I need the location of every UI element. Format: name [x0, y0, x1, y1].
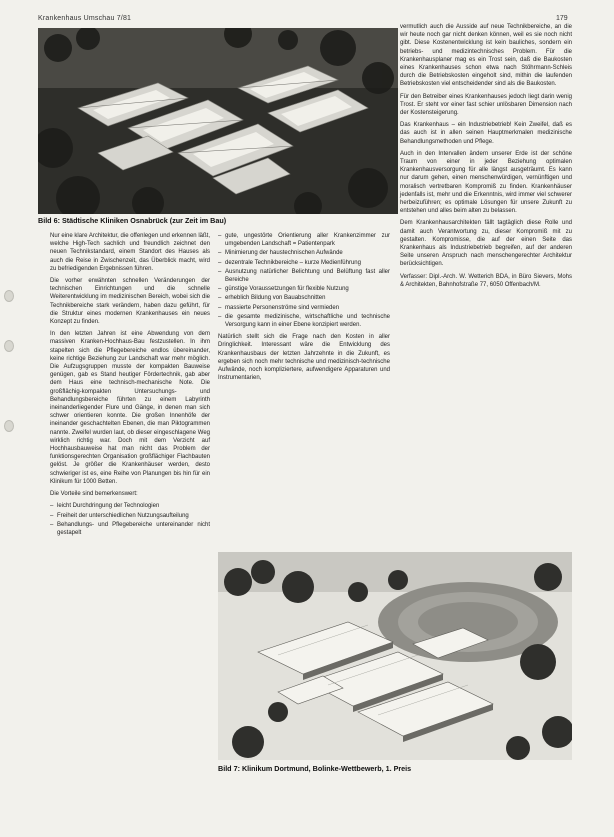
col2-advantages-list [218, 232, 390, 329]
col2-paragraph-1: Natürlich stellt sich die Frage nach den Kosten in aller Dringlichkeit. Interessant wäre die Entwicklung des Krankenhausbaus der letzten Jahrzehnte in die Zukunft, es ergeben sich noch mehr technische und medizinisch-technische Aufwände, noch kompliziertere, aufwendigere Apparaturen und Instrumentarien, [218, 334, 390, 382]
figure-6-photo [38, 28, 398, 214]
col1-paragraph-1: Nur eine klare Architektur, die offenlegen und erkennen läßt, welche High-Tech sachlich und freundlich zeichnet den neuen Technikstandard, einem Standort des Hauses als auch die Reise in Zwischenzeit, das Überblick macht, wird zu befriedigenden Ergebnissen führen. [50, 233, 210, 272]
list-item: – Freiheit der unterschiedlichen Nutzungsaufteilung [50, 512, 210, 520]
list-item: – massierte Personenströme sind vermieden [218, 304, 390, 312]
col1-paragraph-4: Die Vorteile sind bemerkenswert: [50, 491, 138, 498]
col3-paragraph-3: Das Krankenhaus – ein Industriebetrieb! Kein Zweifel, daß es das auch ist in allen seinen Hauptmerkmalen medizinische Behandlungsmethoden und Pflege. [400, 122, 572, 145]
author-note: Verfasser: Dipl.-Arch. W. Wetterich BDA, in Büro Sievers, Mohs & Architekten, Bahnhofstraße 77, 6050 Offenbach/M. [400, 273, 572, 288]
col1-advantages-list [50, 502, 210, 537]
punch-hole [4, 420, 14, 432]
page-number: 179 [556, 15, 568, 22]
list-item: – erheblich Bildung von Bauabschnitten [218, 294, 390, 302]
punch-hole [4, 340, 14, 352]
column-2 [218, 232, 390, 386]
column-3 [400, 23, 572, 293]
journal-header: Krankenhaus Umschau 7/81 [38, 15, 132, 22]
list-item: – Minimierung der haustechnischen Aufwände [218, 249, 390, 257]
col1-paragraph-2: Die vorher erwähnten schnellen Veränderungen der technischen Einrichtungen und die schnelle Weiterentwicklung im medizinischen Bereich, wobei sich die Technikbereiche stark verändern, haben dazu geführt, für die Struktur eines modernen Krankenhauses ein neues Konzept zu finden. [50, 278, 210, 326]
col1-paragraph-3: In den letzten Jahren ist eine Abwendung von dem massiven Kranken-Hochhaus-Bau festzustellen. In ihm stapelten sich die Pflegebereiche endlos übereinander, keine richtige Beziehung zur Landschaft war mehr möglich. Die Aufzugsgruppen musste der kompakten Bauweise genügen, gab es Stand heutiger Fördertechnik, gab aber dem Haus eine technisch-mechanische Note. Die großflächig-kompakten Untersuchungs- und Behandlungsbereiche führten zu einem Labyrinth ineinanderliegender Flure und Gänge, in denen man sich schwer orientieren konnte. Die großen Innenhöfe der ineinander geschachtelten Ebenen, die man Piktogrammen nannte. Zweifel wurden laut, ob dieser eingeschlagene Weg wirklich richtig war. Doch mit dem Verzicht auf Hochhausbauweise hat man nicht das Problem der funktionsgerechten Organisation großflächiger Flachbauten gelöst. Je größer die Krankenhäuser werden, desto schwieriger ist es, eine Reihe von Planungen bis hin für ein Klinikum für 1000 Betten. [50, 331, 210, 485]
figure-7-caption: Bild 7: Klinikum Dortmund, Bolinke-Wettbewerb, 1. Preis [218, 764, 412, 773]
list-item: – gute, ungestörte Orientierung aller Krankenzimmer zur umgebenden Landschaft = Patientenpark [218, 232, 390, 248]
col3-paragraph-4: Auch in den Intervallen ändern unserer Erde ist der schöne Traum von einer in jeder Beziehung optimalen Krankenhausversorgung für alle längst ausgeträumt. Es kann nur darum gehen, einen menschenwürdigen, vernünftigen und moralisch vertretbaren Kompromiß zu finden. Krankenhäuser jedenfalls ist, mehr und die Erkenntnis, wird immer viel schwerer herbeizuführen; es optimale Lösungen für unsere Zukunft zu entstehen und alles beim alten zu belassen. [400, 150, 572, 215]
punch-hole [4, 290, 14, 302]
list-item: – günstige Voraussetzungen für flexible Nutzung [218, 285, 390, 293]
col3-paragraph-1: vermutlich auch die Ausside auf neue Technikbereiche, an die wir heute noch gar nicht denken können, weil es sie noch nicht gibt. Diese Kostenentwicklung ist kein bauliches, sondern ein betriebs- und medizintechnisches Problem. Für die Krankenhausplaner mag es ein Trost sein, daß die Baukosten eines Krankenhauses schon etwa nach Stöhrmann-Schleis durch die Betriebskosten eingeholt sind, mithin die laufenden Betriebskosten viel entscheidender sind als die Baukosten. [400, 24, 572, 88]
figure-6-caption: Bild 6: Städtische Kliniken Osnabrück (zur Zeit im Bau) [38, 216, 227, 225]
figure-7-photo [218, 552, 572, 760]
col3-paragraph-5: Dem Krankenhausarchitekten fällt tagtäglich diese Rolle und damit auch Verantwortung zu, dieser Kompromiß mit zu gestalten. Kompromisse, die auf der einen Seite das Krankenhaus als Industriebetrieb begreifen, auf der anderen Seite unseren Anspruch nach menschengerechter Architektur berücksichtigen. [400, 220, 572, 268]
list-item: – leicht Durchdringung der Technologien [50, 502, 210, 510]
list-item: – Ausnutzung natürlicher Belichtung und Belüftung fast aller Bereiche [218, 268, 390, 284]
col3-paragraph-2: Für den Betreiber eines Krankenhauses jedoch liegt darin wenig Trost. Er steht vor einer fast schier unlösbaren Dimension nach der Kostensteigerung. [400, 93, 572, 117]
list-item: – dezentrale Technikbereiche – kurze Medienführung [218, 259, 390, 267]
list-item: – die gesamte medizinische, wirtschaftliche und technische Versorgung kann in einer Ebene konzipiert werden. [218, 313, 390, 329]
list-item: – Behandlungs- und Pflegebereiche untereinander nicht gestapelt [50, 521, 210, 537]
column-1 [50, 232, 210, 538]
